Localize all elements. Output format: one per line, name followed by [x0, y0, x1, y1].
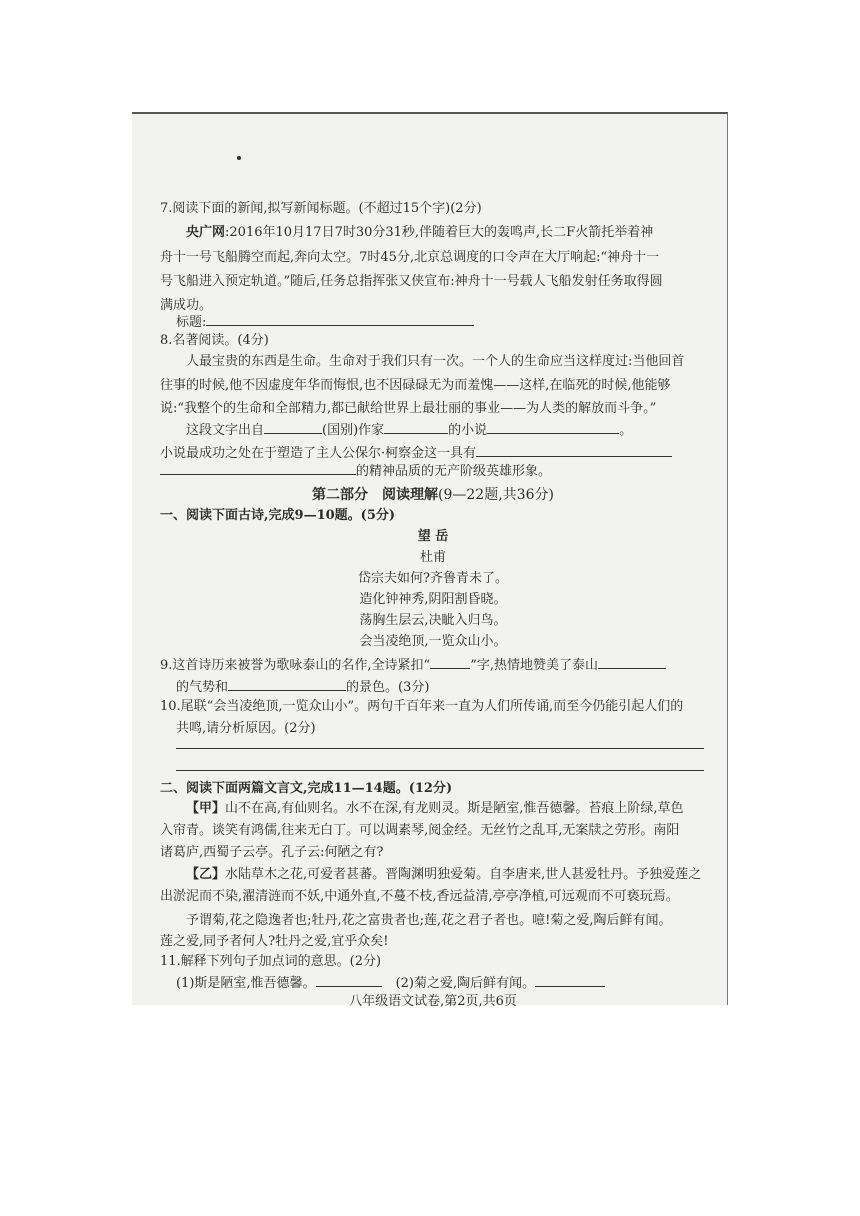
jia-line1	[186, 800, 732, 818]
q11-blank2[interactable]	[535, 974, 605, 987]
answer-line[interactable]	[176, 748, 704, 749]
q8-fill-line1	[186, 421, 732, 440]
poem-title: 望 岳	[417, 529, 449, 544]
q11-blank1[interactable]	[316, 974, 382, 987]
yi-line1	[186, 866, 732, 884]
q9-line2	[176, 678, 722, 697]
q8-stem: 8.名著阅读。(4分)	[160, 333, 269, 348]
q10-line1: 10.尾联“会当凌绝顶,一览众山小”。两句千百年来一直为人们所传诵,而至今仍能引起人们的	[160, 699, 684, 714]
poem-line: 造化钟神秀,阴阳割昏晓。	[359, 592, 507, 607]
q7-news-line2: 舟十一号飞船腾空而起,奔向太空。7时45分,北京总调度的口令声在大厅响起:“神舟十一	[160, 250, 660, 265]
sec1-heading: 一、阅读下面古诗,完成9—10题。(5分)	[160, 508, 396, 523]
part2-heading: 第二部分 阅读理解	[312, 487, 439, 503]
poem-author: 杜甫	[419, 550, 446, 565]
q8-passage-line1: 人最宝贵的东西是生命。生命对于我们只有一次。一个人的生命应当这样度过:当他回首	[186, 354, 685, 369]
yi-line3: 予谓菊,花之隐逸者也;牡丹,花之富贵者也;莲,花之君子者也。噫!菊之爱,陶后鲜有闻。	[186, 913, 672, 928]
poem-line: 荡胸生层云,决眦入归鸟。	[359, 613, 507, 628]
q11-item1: (1)斯是陋室,惟吾德馨。	[176, 976, 316, 991]
page-footer: 八年级语文试卷,第2页,共6页	[349, 994, 517, 1009]
q9-text-c: 的气势和	[176, 680, 229, 695]
q9-text-a: 9.这首诗历来被誉为歌咏泰山的名作,全诗紧扣“	[160, 658, 431, 673]
author-blank[interactable]	[384, 421, 448, 434]
quality-blank-1[interactable]	[476, 444, 672, 457]
momentum-blank[interactable]	[598, 656, 666, 669]
scan-dot	[237, 156, 241, 160]
jia-line3: 诸葛庐,西蜀子云亭。孔子云:何陋之有?	[160, 845, 384, 860]
q9-line1	[160, 656, 706, 675]
yi-line4: 莲之爱,同予者何人?牡丹之爱,宜乎众矣!	[160, 934, 389, 949]
quality-blank-2[interactable]	[160, 462, 356, 475]
q8-fill-line2	[160, 444, 706, 463]
yi-line2: 出淤泥而不染,濯清涟而不妖,中通外直,不蔓不枝,香远益清,亭亭净植,可远观而不可亵玩焉。	[160, 889, 679, 904]
q7-news-line4: 满成功。	[160, 298, 213, 313]
yi-text1: 水陆草木之花,可爱者甚蕃。晋陶渊明独爱菊。自李唐来,世人甚爱牡丹。予独爱莲之	[225, 867, 702, 882]
q8-text-f: 的精神品质的无产阶级英雄形象。	[356, 464, 552, 479]
q7-news-line1	[186, 224, 732, 242]
q7-news-text1: :2016年10月17日7时30分31秒,伴随着巨大的轰鸣声,长二F火箭托举着神	[225, 225, 654, 240]
yi-tag: 【乙】	[186, 867, 226, 882]
q11-items	[176, 974, 722, 993]
sec2-heading: 二、阅读下面两篇文言文,完成11—14题。(12分)	[160, 781, 453, 796]
answer-line[interactable]	[176, 770, 704, 771]
jia-text1: 山不在高,有仙则名。水不在深,有龙则灵。斯是陋室,惟吾德馨。苔痕上阶绿,草色	[225, 801, 684, 816]
q9-text-b: ”字,热情地赞美了泰山	[470, 658, 598, 673]
q8-text-a: 这段文字出自	[186, 423, 265, 438]
country-blank[interactable]	[264, 421, 322, 434]
part2-title	[160, 486, 706, 504]
jia-line2: 入帘青。谈笑有鸿儒,往来无白丁。可以调素琴,阅金经。无丝竹之乱耳,无案牍之劳形。南阳	[160, 823, 680, 838]
q7-news-line3: 号飞船进入预定轨道。”随后,任务总指挥张又侠宣布:神舟十一号载人飞船发射任务取得圆	[160, 274, 663, 289]
poem-line: 岱宗夫如何?齐鲁青未了。	[358, 571, 508, 586]
q8-text-b: (国别)作家	[322, 423, 385, 438]
q8-passage-line2: 往事的时候,他不因虚度年华而悔恨,也不因碌碌无为而羞愧——这样,在临死的时候,他能够	[160, 378, 671, 393]
q7-stem: 7.阅读下面的新闻,拟写新闻标题。(不超过15个字)(2分)	[160, 201, 482, 216]
q8-passage-line3: 说:“我整个的生命和全部精力,都已献给世界上最壮丽的事业——为人类的解放而斗争。”	[160, 401, 657, 416]
q9-text-d: 的景色。(3分)	[346, 680, 430, 695]
q7-title-row	[176, 313, 722, 332]
q10-line2: 共鸣,请分析原因。(2分)	[176, 721, 316, 736]
q8-text-e: 小说最成功之处在于塑造了主人公保尔·柯察金这一具有	[160, 446, 477, 461]
q8-text-d: 。	[619, 423, 633, 438]
q8-text-c: 的小说	[448, 423, 488, 438]
title-label: 标题:	[176, 315, 207, 330]
part2-subtitle: (9—22题,共36分)	[438, 487, 554, 503]
q11-stem: 11.解释下列句子加点词的意思。(2分)	[160, 954, 382, 969]
keyword-blank[interactable]	[430, 656, 470, 669]
novel-blank[interactable]	[487, 421, 619, 434]
q8-fill-line3	[160, 462, 706, 481]
title-answer-blank[interactable]	[206, 313, 474, 326]
q11-item2: (2)菊之爱,陶后鲜有闻。	[395, 976, 536, 991]
scenery-blank[interactable]	[228, 678, 346, 691]
jia-tag: 【甲】	[186, 801, 226, 816]
news-source: 央广网	[186, 225, 226, 240]
poem-line: 会当凌绝顶,一览众山小。	[359, 634, 507, 649]
